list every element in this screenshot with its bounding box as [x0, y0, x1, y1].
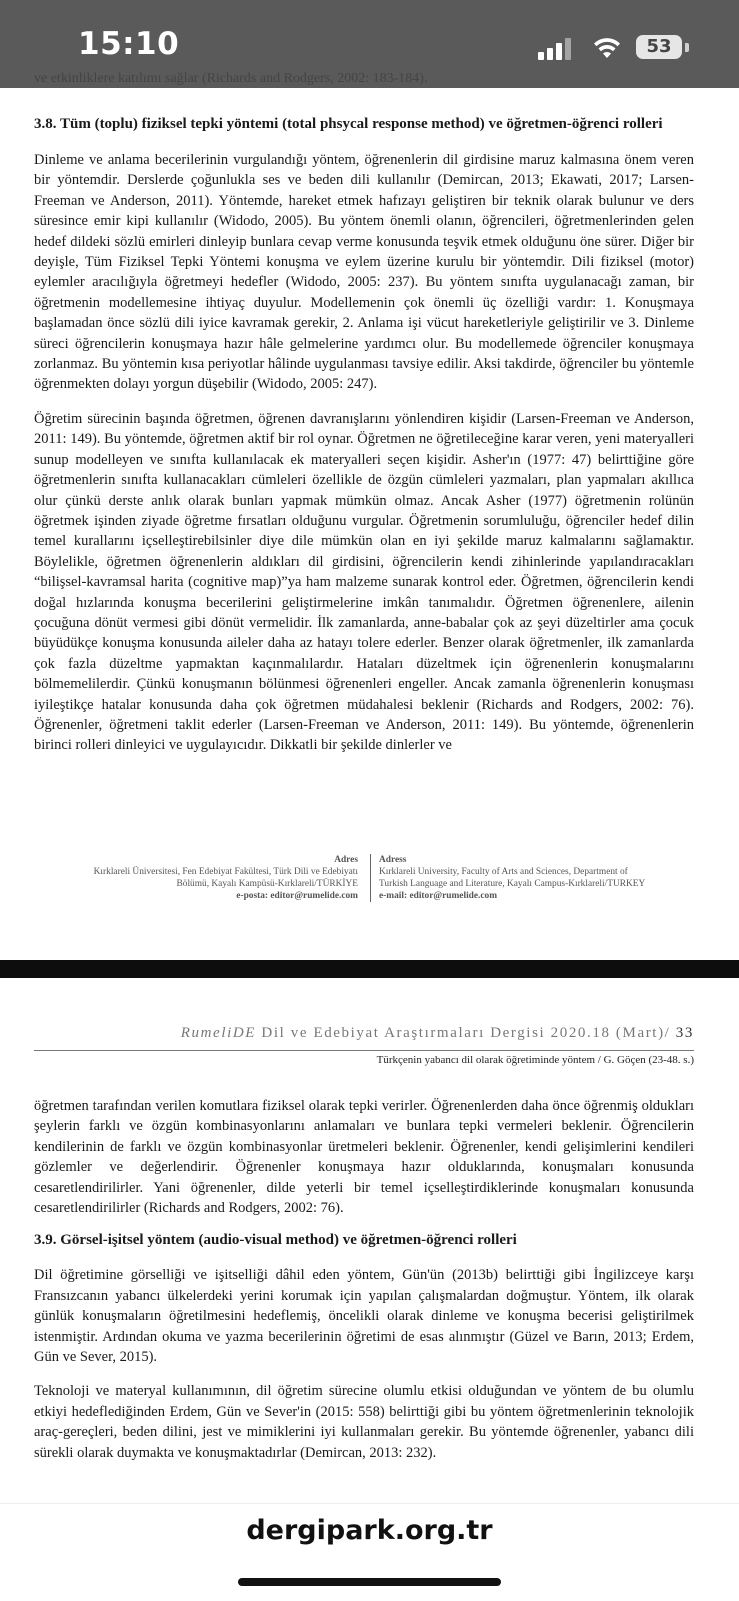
- paragraph: Dinleme ve anlama becerilerinin vurgulandığı yöntem, öğrenenlerin dil girdisine maruz kalmasına önem veren bir yöntemdir. Derslerde çoğunlukla ses ve beden dili kullanılır (Demircan, 2013; Ekawati, 2017; Larsen-Freeman ve Anderson, 2011). Yöntemde, hareket etmek hafızayı geliştiren bir teknik olarak bulunur ve ders süresince emir kipi kullanılır (Widodo, 2005). Bu yöntem önemli olanın, öğrencileri, öğretmenlerinden gelen hedef dildeki sözlü emirleri dinleyip bunlara cevap verme konusunda teşvik etmek olduğunu öne sürer. Diğer bir deyişle, Tüm Fiziksel Tepki Yöntemi konuşma ve eylem üzerine kurulu bir yöntemdir. Dili fiziksel (motor) eylemler aracılığıyla öğretmeyi hedefler (Widodo, 2005: 237). Bu yöntem sınıfta uygulanacağı zaman, bir öğretmenin modellemesine ihtiyaç duyulur. Modellemenin çok önemli üç özelliği vardır: 1. Konuşmaya başlamadan önce sözlü dili iyice kavramak gerekir, 2. Anlama işi vücut hareketleriyle geliştirilir ve 3. Dinleme süreci öğrencilerin konuşmaya hazır hâle gelmelerine yardımcı olur. Bu modellemede öğrenciler konuşmaya zorlanmaz. Bu yöntemin kısa periyotlar hâlinde uygulanması tavsiye edilir. Aksi takdirde, öğrenciler bu yöntemle öğrenmekten dolayı yorgun düşebilir (Widodo, 2005: 247).: [34, 152, 694, 393]
- footer-address-tr: [28, 854, 358, 902]
- footer-address-en: [370, 854, 709, 902]
- battery-indicator: 53: [636, 35, 682, 59]
- page-divider: [0, 960, 739, 978]
- footer-line: Bölümü, Kayalı Kampüsü-Kırklareli/TÜRKİYE: [176, 879, 358, 889]
- section-heading-3-9: 3.9. Görsel-işitsel yöntem (audio-visual method) ve öğretmen-öğrenci rolleri: [34, 1232, 517, 1249]
- clipped-line: ve etkinliklere katılımı sağlar (Richards and Rodgers, 2002: 183-184).: [34, 71, 428, 86]
- article-subheader: Türkçenin yabancı dil olarak öğretiminde yöntem / G. Göçen (23-48. s.): [376, 1054, 694, 1066]
- paragraph: Dil öğretimine görselliği ve işitselliği dâhil eden yöntem, Gün'ün (2013b) belirttiği gibi İngilizceye karşı Fransızcanın yabancı ülkelerdeki yerini korumak için yapılan çalışmalardan doğmuştur. Yöntem, ilk olarak günlük konuşmaların öğretilmesini hedeflemiş, öncelikli olarak dinleme ve konuşma becerisi geliştirilmek istenmiştir. Ardından okuma ve yazma becerilerinin öğretimi de esas alınmıştır (Güzel ve Barın, 2013; Erdem, Gün ve Sever, 2015).: [34, 1267, 694, 1366]
- page-2-body: [34, 1096, 694, 1463]
- address-bar-url[interactable]: dergipark.org.tr: [246, 1515, 493, 1546]
- battery-tip-icon: [685, 43, 689, 52]
- footer-title: Adress: [379, 855, 407, 865]
- page-footer: [34, 854, 694, 902]
- journal-header: [34, 1025, 694, 1051]
- footer-email[interactable]: e-mail: editor@rumelide.com: [379, 891, 498, 901]
- page-number: 33: [675, 1025, 694, 1041]
- footer-line: Turkish Language and Literature, Kayalı Campus-Kırklareli/TURKEY: [379, 879, 646, 889]
- paragraph: Teknoloji ve materyal kullanımının, dil öğretim sürecine olumlu etkisi olduğundan ve yöntem de bu olumlu etkiyi hedeflediğinden Erdem, Gün ve Sever'in (2015: 558) belirttiği gibi bu yöntem öğretmenlerinin teknolojik araç-gereçleri, beden dilini, jest ve mimiklerini iyi kullanmaları gerekir. Bu yöntemde öğrenenler, yabancı dili sürekli olarak duymakta ve konuşmaktadırlar (Demircan, 2013: 232).: [34, 1383, 694, 1461]
- home-indicator[interactable]: [238, 1578, 501, 1586]
- journal-details: Dil ve Edebiyat Araştırmaları Dergisi 2020.18 (Mart)/: [256, 1025, 676, 1041]
- wifi-icon: [592, 34, 622, 60]
- section-heading-3-8: 3.8. Tüm (toplu) fiziksel tepki yöntemi (total phsycal response method) ve öğretmen-öğrenci rolleri: [34, 116, 663, 132]
- page-1-body: [34, 114, 694, 756]
- journal-title: [34, 1025, 694, 1042]
- paragraph: öğretmen tarafından verilen komutlara fiziksel olarak tepki verirler. Öğrenenlerden daha önce öğrenmiş oldukları şeylerin farklı ve özgün kombinasyonlarını anlamaları ve bunlara tepki vermeleri beklenir. Öğrencilerin kendilerinin de farklı ve özgün kombinasyonlar üretmeleri beklenir. Öğrenenler, kendi gelişimlerini kendileri gözlemler ve değerlendirir. Öğrenenler konuşmaya hazır olduklarında, konuşmaları konusunda cesaretlendirilirler. Yani öğrenenler, dilde yeterli bir temel içselleştirdiklerinde konuşmaları konusunda cesaretlendirilirler (Richards and Rodgers, 2002: 76).: [34, 1098, 694, 1217]
- footer-email[interactable]: e-posta: editor@rumelide.com: [236, 891, 358, 901]
- footer-title: Adres: [334, 855, 358, 865]
- footer-line: Kırklareli University, Faculty of Arts and Sciences, Department of: [379, 867, 628, 877]
- clock: 15:10: [78, 26, 180, 62]
- footer-line: Kırklareli Üniversitesi, Fen Edebiyat Fakültesi, Türk Dili ve Edebiyatı: [93, 867, 358, 877]
- journal-name: RumeliDE: [180, 1025, 257, 1041]
- cellular-signal-icon: [538, 38, 578, 60]
- paragraph: Öğretim sürecinin başında öğretmen, öğrenen davranışlarını yönlendiren kişidir (Larsen-Freeman ve Anderson, 2011: 149). Bu yöntemde, öğretmen aktif bir rol oynar. Öğretmen ne öğretileceğine karar veren, yeni materyalleri sunup modelleyen ve sınıfta kullanılacak ek materyalleri seçen kişidir. Asher'ın (1977: 47) belirttiğine göre öğretmenlerin sınıfta kullanacakları cümleleri özellikle de özgün cümleleri yazmaları, plan yapmaları akıllıca olur çünkü derste anlık olarak bunları yapmak mümkün olmaz. Ancak Asher (1977) öğretmenin rolünün öğretmek işinden ziyade öğretme fırsatları olduğunu vurgular. Öğretmenin sorumluluğu, öğrenciler hedef dilin temel kurallarını içselleştirebilsinler diye dile mümkün olan en iyi şekilde maruz kalmalarını sağlamaktır. Böylelikle, öğretmen öğrenenlerin aldıkları dil girdisini, öğrencilerin kendi zihinlerinde yapılandıracakları “bilişsel-kavramsal harita (cognitive map)”ya ham malzeme sunarak kontrol eder. Öğretmen, öğrencilerin kendi doğal hızlarında konuşma becerilerini geliştirmelerine imkân tanımalıdır. Öğretmen öğrenenlere, ailenin çocuğuna dönüt vermesi gibi dönüt vermelidir. İlk zamanlarda, anne-babalar çok az şeyi düzeltirler ama çocuk büyüdükçe konuşma konusunda aileler daha az hatayı tolere ederler. Benzer olarak öğretmenler, ilk zamanlarda çok fazla düzeltme yapmaktan kaçınmalılardır. Hataları düzeltmek için öğrenenlerin konuşmalarını bölmemelilerdir. Çünkü konuşmanın bölünmesi öğrenenleri engeller. Ancak zamanla öğrenenlerin konuşması iyileştikçe hatalar konusunda daha çok öğretmen müdahalesi beklenir (Richards and Rodgers, 2002: 76). Öğrenenler, öğretmeni taklit ederler (Larsen-Freeman ve Anderson, 2011: 149). Bu yöntemde, öğrenenlerin birinci rolleri dinleyici ve uygulayıcıdır. Dikkatli bir şekilde dinlerler ve: [34, 410, 694, 754]
